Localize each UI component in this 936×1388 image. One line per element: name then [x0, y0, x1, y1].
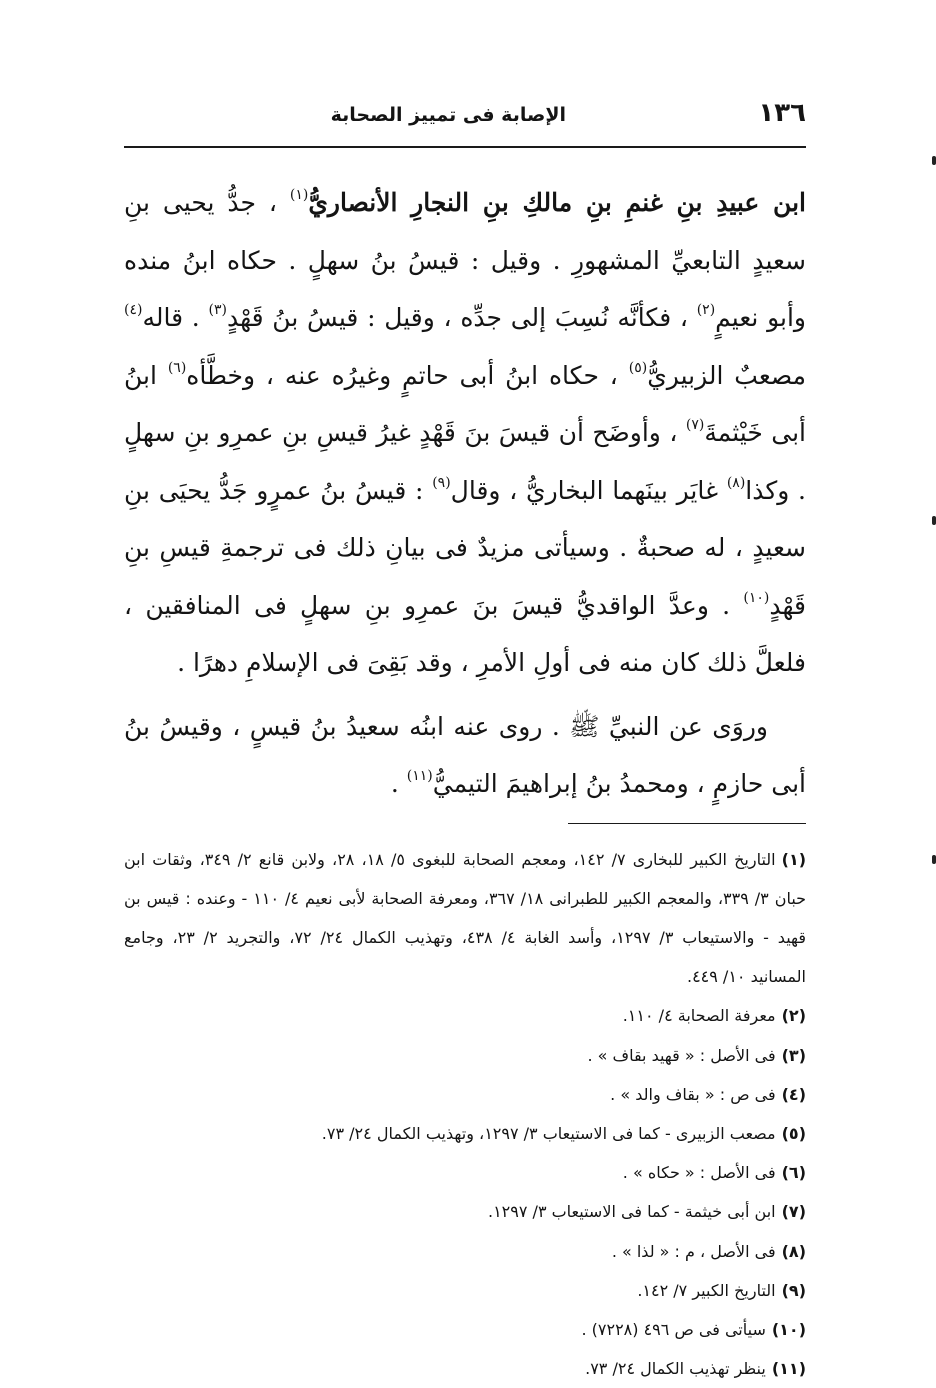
footnote-text: ينظر تهذيب الكمال ٢٤/ ٧٣.	[585, 1359, 766, 1378]
footnote-item	[124, 1192, 806, 1231]
footnote-item	[124, 1349, 806, 1388]
footnote-ref[interactable]: (٥)	[629, 360, 647, 376]
footnote-number: (٧)	[782, 1202, 806, 1221]
footnote-ref[interactable]: (١١)	[407, 768, 433, 784]
text-segment: مصعبٌ الزبيريُّ	[647, 361, 806, 390]
text-segment: . وعدَّ الواقديُّ قيسَ بنَ عمرِو بنِ سهلٍ فى المنافقين ، فلعلَّ ذلك كان منه فى أولِ الأمرِ ، وقد بَقِىَ فى الإسلامِ دهرًا .	[124, 591, 806, 678]
entry-name: ابن عبيدِ بنِ غنمِ بنِ مالكِ بنِ النجارِ الأنصاريُّ	[308, 188, 806, 217]
footnote-number: (٢)	[782, 1006, 806, 1025]
header-rule	[124, 146, 806, 148]
footnote-text: معرفة الصحابة ٤/ ١١٠.	[623, 1006, 776, 1025]
footnote-item	[124, 1036, 806, 1075]
footnote-item	[124, 1075, 806, 1114]
footnote-item	[124, 1232, 806, 1271]
footnote-text: مصعب الزبيرى - كما فى الاستيعاب ٣/ ١٢٩٧، وتهذيب الكمال ٢٤/ ٧٣.	[322, 1124, 776, 1143]
footnote-ref[interactable]: (١)	[290, 187, 308, 203]
footnote-item	[124, 1271, 806, 1310]
footnote-text: التاريخ الكبير ٧/ ١٤٢.	[637, 1281, 775, 1300]
footnote-number: (٥)	[782, 1124, 806, 1143]
footnote-ref[interactable]: (٤)	[124, 302, 142, 318]
book-page	[124, 96, 806, 1388]
footnote-text: ابن أبى خيثمة - كما فى الاستيعاب ٣/ ١٢٩٧.	[488, 1202, 776, 1221]
footnote-number: (٦)	[782, 1163, 806, 1182]
page-number: ١٣٦	[758, 98, 806, 128]
footnote-ref[interactable]: (٦)	[168, 360, 186, 376]
footnote-item	[124, 1153, 806, 1192]
footnote-item	[124, 1310, 806, 1349]
footnote-ref[interactable]: (٢)	[697, 302, 715, 318]
footnote-number: (١)	[782, 850, 806, 869]
footnote-item	[124, 996, 806, 1035]
footnote-ref[interactable]: (٨)	[727, 475, 745, 491]
footnotes	[124, 840, 806, 1388]
footnote-ref[interactable]: (٣)	[208, 302, 226, 318]
paragraph-2	[124, 698, 806, 813]
footnote-number: (٤)	[782, 1085, 806, 1104]
footnote-ref[interactable]: (٩)	[432, 475, 450, 491]
text-segment: . قاله	[142, 303, 208, 332]
text-segment: ابنُ أبى خَيْثمةَ	[124, 361, 806, 448]
main-text	[124, 174, 806, 813]
page-header	[124, 96, 806, 136]
footnote-ref[interactable]: (٧)	[686, 417, 704, 433]
footnote-ref[interactable]: (١٠)	[743, 590, 769, 606]
footnote-separator	[568, 823, 806, 824]
footnote-number: (١٠)	[772, 1320, 806, 1339]
footnote-number: (١١)	[772, 1359, 806, 1378]
footnote-text: فى الأصل : « قهيد بقاف » .	[587, 1046, 775, 1065]
footnote-item	[124, 840, 806, 997]
footnote-item	[124, 1114, 806, 1153]
text-segment: ، وأوضَح أن قيسَ بنَ قَهْدٍ غيرُ قيسِ بنِ عمرِو بنِ سهلٍ . وكذا	[124, 418, 806, 505]
text-segment: غايَر بينَهما البخاريُّ ، وقال	[451, 476, 727, 505]
footnote-number: (٩)	[782, 1281, 806, 1300]
text-segment: ، جدُّ يحيى بنِ سعيدٍ التابعيِّ المشهورِ . وقيل : قيسُ بنُ سهلٍ . حكاه ابنُ منده وأبو نعيمٍ	[124, 188, 806, 332]
text-segment: ، حكاه ابنُ أبى حاتمٍ وغيرُه عنه ، وخطَّأه	[186, 361, 628, 390]
scan-edge-mark	[932, 516, 936, 525]
footnote-text: التاريخ الكبير للبخارى ٧/ ١٤٢، ومعجم الصحابة للبغوى ٥/ ١٨، ٢٨، ولابن قانع ٢/ ٣٤٩، وثقات ابن حبان ٣/ ٣٣٩، والمعجم الكبير للطبرانى ١٨/ ٣٦٧، ومعرفة الصحابة لأبى نعيم ٤/ ١١٠ - وعنده : قيس بن قهيد - والاستيعاب ٣/ ١٢٩٧، وأسد الغابة ٤/ ٤٣٨، وتهذيب الكمال ٢٤/ ٧٢، والتجريد ٢/ ٢٣، وجامع المسانيد ١٠/ ٤٤٩.	[124, 850, 806, 987]
text-segment: : قيسُ بنُ عمرٍو جَدُّ يحيَى بنِ سعيدٍ ، له صحبةٌ . وسيأتى مزيدٌ فى بيانِ ذلك فى ترجمةِ قيسِ بنِ قَهْدٍ	[124, 476, 806, 620]
footnote-number: (٨)	[782, 1242, 806, 1261]
footnote-text: فى ص : « بقاف والد » .	[610, 1085, 775, 1104]
scan-edge-mark	[932, 156, 936, 165]
footnote-text: فى الأصل ، م : « لذا » .	[612, 1242, 776, 1261]
footnote-text: سيأتى فى ص ٤٩٦ (٧٢٢٨) .	[581, 1320, 765, 1339]
footnote-text: فى الأصل : « حكاه » .	[623, 1163, 776, 1182]
text-segment: ، فكأنَّه نُسِبَ إلى جدِّه ، وقيل : قيسُ بنُ قَهْدٍ	[227, 303, 697, 332]
scan-edge-mark	[932, 855, 936, 864]
text-segment: .	[391, 769, 407, 798]
paragraph-1	[124, 174, 806, 692]
running-title: الإصابة فى تمييز الصحابة	[331, 104, 566, 126]
text-segment: وروَى عن النبيِّ ﷺ . روى عنه ابنُه سعيدُ بنُ قيسٍ ، وقيسُ بنُ أبى حازمٍ ، ومحمدُ بنُ إبراهيمَ التيميُّ	[124, 712, 806, 799]
footnote-number: (٣)	[782, 1046, 806, 1065]
